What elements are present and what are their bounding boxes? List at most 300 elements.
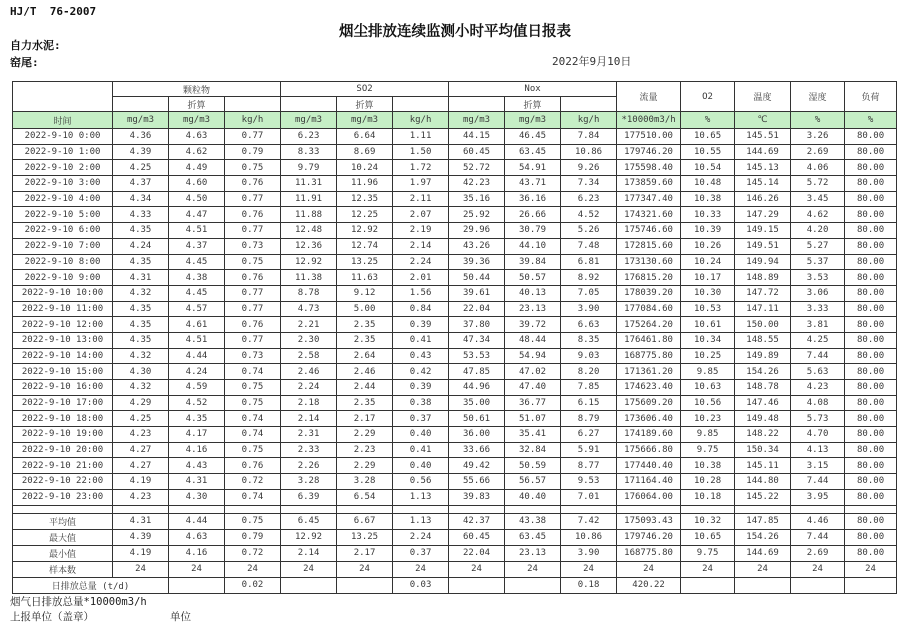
value-cell — [791, 577, 845, 593]
value-cell: 4.45 — [169, 254, 225, 270]
value-cell: 6.27 — [561, 427, 617, 443]
time-cell: 2022-9-10 2:00 — [13, 160, 113, 176]
unit-cell: mg/m3 — [449, 112, 505, 129]
value-cell: 173130.60 — [617, 254, 681, 270]
time-cell: 2022-9-10 4:00 — [13, 191, 113, 207]
value-cell: 10.26 — [681, 238, 735, 254]
value-cell: 10.53 — [681, 301, 735, 317]
value-cell: 144.69 — [735, 545, 791, 561]
value-cell: 4.50 — [169, 191, 225, 207]
time-cell: 2022-9-10 21:00 — [13, 458, 113, 474]
time-cell: 2022-9-10 13:00 — [13, 332, 113, 348]
empty-cell — [113, 505, 169, 513]
value-cell: 148.89 — [735, 270, 791, 286]
value-cell: 173859.60 — [617, 176, 681, 192]
value-cell: 5.73 — [791, 411, 845, 427]
data-row — [13, 364, 897, 380]
value-cell: 5.27 — [791, 238, 845, 254]
value-cell: 3.90 — [561, 301, 617, 317]
value-cell: 150.34 — [735, 442, 791, 458]
value-cell: 4.35 — [113, 254, 169, 270]
value-cell: 171361.20 — [617, 364, 681, 380]
value-cell: 6.81 — [561, 254, 617, 270]
value-cell: 150.00 — [735, 317, 791, 333]
value-cell: 4.61 — [169, 317, 225, 333]
value-cell: 7.44 — [791, 529, 845, 545]
value-cell: 4.35 — [169, 411, 225, 427]
value-cell: 11.88 — [281, 207, 337, 223]
empty-cell — [845, 505, 897, 513]
data-row — [13, 411, 897, 427]
sub-header-blank — [393, 97, 449, 112]
value-cell: 0.74 — [225, 489, 281, 505]
value-cell: 4.62 — [791, 207, 845, 223]
value-cell: 3.28 — [337, 474, 393, 490]
value-cell: 80.00 — [845, 129, 897, 145]
value-cell: 176461.80 — [617, 332, 681, 348]
value-cell: 0.77 — [225, 129, 281, 145]
value-cell: 39.72 — [505, 317, 561, 333]
time-cell: 2022-9-10 20:00 — [13, 442, 113, 458]
value-cell: 148.55 — [735, 332, 791, 348]
value-cell: 24 — [617, 561, 681, 577]
value-cell: 80.00 — [845, 380, 897, 396]
value-cell: 1.13 — [393, 513, 449, 529]
value-cell: 0.41 — [393, 332, 449, 348]
data-row — [13, 191, 897, 207]
value-cell: 3.45 — [791, 191, 845, 207]
data-row — [13, 301, 897, 317]
standard-code: HJ/T 76-2007 — [10, 5, 97, 18]
unit-cell: kg/h — [225, 112, 281, 129]
value-cell: 47.34 — [449, 332, 505, 348]
value-cell: 2.44 — [337, 380, 393, 396]
summary-label: 最小值 — [13, 545, 113, 561]
value-cell: 80.00 — [845, 395, 897, 411]
value-cell: 4.38 — [169, 270, 225, 286]
value-cell: 4.46 — [791, 513, 845, 529]
value-cell: 4.16 — [169, 545, 225, 561]
sub-header-converted-pm: 折算 — [169, 97, 225, 112]
time-cell: 2022-9-10 15:00 — [13, 364, 113, 380]
value-cell: 2.46 — [281, 364, 337, 380]
col-header-o2: O2 — [681, 82, 735, 112]
value-cell: 2.24 — [281, 380, 337, 396]
empty-cell — [449, 505, 505, 513]
value-cell: 2.26 — [281, 458, 337, 474]
value-cell: 0.77 — [225, 285, 281, 301]
value-cell: 51.07 — [505, 411, 561, 427]
value-cell: 1.56 — [393, 285, 449, 301]
value-cell — [681, 577, 735, 593]
value-cell: 0.43 — [393, 348, 449, 364]
value-cell: 174623.40 — [617, 380, 681, 396]
value-cell: 80.00 — [845, 458, 897, 474]
value-cell: 43.26 — [449, 238, 505, 254]
data-row — [13, 317, 897, 333]
value-cell: 0.73 — [225, 238, 281, 254]
value-cell: 5.72 — [791, 176, 845, 192]
value-cell: 50.59 — [505, 458, 561, 474]
value-cell: 12.35 — [337, 191, 393, 207]
value-cell: 37.80 — [449, 317, 505, 333]
value-cell: 4.13 — [791, 442, 845, 458]
unit-cell: kg/h — [561, 112, 617, 129]
value-cell: 4.51 — [169, 223, 225, 239]
value-cell: 2.69 — [791, 144, 845, 160]
value-cell: 80.00 — [845, 191, 897, 207]
value-cell: 4.35 — [113, 223, 169, 239]
time-cell: 2022-9-10 18:00 — [13, 411, 113, 427]
data-row — [13, 238, 897, 254]
value-cell — [735, 577, 791, 593]
time-cell: 2022-9-10 14:00 — [13, 348, 113, 364]
value-cell: 80.00 — [845, 489, 897, 505]
value-cell: 5.91 — [561, 442, 617, 458]
data-row — [13, 176, 897, 192]
value-cell: 5.63 — [791, 364, 845, 380]
value-cell: 0.75 — [225, 442, 281, 458]
value-cell: 9.75 — [681, 545, 735, 561]
value-cell: 24 — [791, 561, 845, 577]
value-cell: 4.31 — [113, 270, 169, 286]
value-cell: 6.67 — [337, 513, 393, 529]
value-cell: 154.26 — [735, 364, 791, 380]
value-cell: 0.77 — [225, 332, 281, 348]
value-cell: 10.24 — [337, 160, 393, 176]
value-cell: 171164.40 — [617, 474, 681, 490]
value-cell: 2.35 — [337, 332, 393, 348]
value-cell: 1.72 — [393, 160, 449, 176]
value-cell: 4.37 — [169, 238, 225, 254]
time-cell: 2022-9-10 3:00 — [13, 176, 113, 192]
value-cell: 10.65 — [681, 129, 735, 145]
value-cell: 24 — [681, 561, 735, 577]
value-cell: 0.75 — [225, 160, 281, 176]
group-header-nox: Nox — [449, 82, 617, 97]
summary-label: 最大值 — [13, 529, 113, 545]
time-cell: 2022-9-10 22:00 — [13, 474, 113, 490]
value-cell: 4.51 — [169, 332, 225, 348]
value-cell: 40.40 — [505, 489, 561, 505]
value-cell: 80.00 — [845, 332, 897, 348]
header-unit-row — [13, 112, 897, 129]
value-cell: 4.57 — [169, 301, 225, 317]
value-cell: 8.79 — [561, 411, 617, 427]
value-cell: 144.69 — [735, 144, 791, 160]
data-row — [13, 474, 897, 490]
value-cell: 4.47 — [169, 207, 225, 223]
value-cell: 80.00 — [845, 254, 897, 270]
value-cell: 44.10 — [505, 238, 561, 254]
time-cell: 2022-9-10 7:00 — [13, 238, 113, 254]
value-cell: 0.37 — [393, 411, 449, 427]
value-cell: 52.72 — [449, 160, 505, 176]
value-cell: 0.40 — [393, 458, 449, 474]
value-cell: 3.81 — [791, 317, 845, 333]
value-cell: 39.36 — [449, 254, 505, 270]
value-cell: 24 — [225, 561, 281, 577]
value-cell: 80.00 — [845, 317, 897, 333]
value-cell: 4.24 — [113, 238, 169, 254]
value-cell: 0.76 — [225, 176, 281, 192]
value-cell: 24 — [735, 561, 791, 577]
time-cell: 2022-9-10 17:00 — [13, 395, 113, 411]
value-cell: 12.92 — [281, 529, 337, 545]
col-header-temperature: 温度 — [735, 82, 791, 112]
value-cell: 9.26 — [561, 160, 617, 176]
value-cell: 39.61 — [449, 285, 505, 301]
value-cell: 177440.40 — [617, 458, 681, 474]
sub-header-converted-nox: 折算 — [505, 97, 561, 112]
value-cell: 24 — [337, 561, 393, 577]
unit-cell: mg/m3 — [169, 112, 225, 129]
empty-cell — [561, 505, 617, 513]
report-table — [12, 81, 897, 594]
value-cell: 175598.40 — [617, 160, 681, 176]
value-cell: 80.00 — [845, 513, 897, 529]
value-cell: 9.79 — [281, 160, 337, 176]
value-cell: 0.75 — [225, 513, 281, 529]
value-cell: 4.31 — [113, 513, 169, 529]
value-cell: 149.48 — [735, 411, 791, 427]
time-column-header: 时间 — [13, 112, 113, 129]
value-cell: 4.19 — [113, 474, 169, 490]
value-cell: 7.05 — [561, 285, 617, 301]
empty-cell — [617, 505, 681, 513]
sub-header-blank — [281, 97, 337, 112]
value-cell: 149.89 — [735, 348, 791, 364]
value-cell: 4.44 — [169, 348, 225, 364]
value-cell: 4.08 — [791, 395, 845, 411]
value-cell: 0.03 — [393, 577, 449, 593]
value-cell: 6.64 — [337, 129, 393, 145]
value-cell: 3.95 — [791, 489, 845, 505]
summary-label: 平均值 — [13, 513, 113, 529]
value-cell: 144.80 — [735, 474, 791, 490]
value-cell: 42.37 — [449, 513, 505, 529]
value-cell: 80.00 — [845, 144, 897, 160]
value-cell: 2.23 — [337, 442, 393, 458]
empty-cell — [281, 505, 337, 513]
value-cell: 7.84 — [561, 129, 617, 145]
value-cell: 80.00 — [845, 442, 897, 458]
value-cell: 47.85 — [449, 364, 505, 380]
value-cell: 0.38 — [393, 395, 449, 411]
value-cell: 3.90 — [561, 545, 617, 561]
value-cell: 2.35 — [337, 317, 393, 333]
value-cell: 44.15 — [449, 129, 505, 145]
value-cell: 2.18 — [281, 395, 337, 411]
value-cell: 177084.60 — [617, 301, 681, 317]
value-cell: 12.92 — [337, 223, 393, 239]
empty-cell — [681, 505, 735, 513]
time-cell: 2022-9-10 10:00 — [13, 285, 113, 301]
value-cell: 4.23 — [113, 489, 169, 505]
value-cell: 1.50 — [393, 144, 449, 160]
value-cell: 4.20 — [791, 223, 845, 239]
sub-header-blank — [113, 97, 169, 112]
value-cell: 5.00 — [337, 301, 393, 317]
value-cell: 2.69 — [791, 545, 845, 561]
value-cell: 175264.20 — [617, 317, 681, 333]
value-cell: 4.16 — [169, 442, 225, 458]
value-cell: 35.41 — [505, 427, 561, 443]
value-cell — [281, 577, 337, 593]
value-cell: 6.54 — [337, 489, 393, 505]
value-cell: 4.32 — [113, 380, 169, 396]
value-cell: 24 — [449, 561, 505, 577]
value-cell: 10.86 — [561, 529, 617, 545]
value-cell: 4.24 — [169, 364, 225, 380]
sub-header-blank — [561, 97, 617, 112]
value-cell: 54.91 — [505, 160, 561, 176]
empty-cell — [337, 505, 393, 513]
value-cell: 0.76 — [225, 458, 281, 474]
value-cell: 2.29 — [337, 458, 393, 474]
value-cell: 0.41 — [393, 442, 449, 458]
value-cell: 2.17 — [337, 411, 393, 427]
value-cell: 168775.80 — [617, 348, 681, 364]
reporting-unit-label: 上报单位（盖章） — [10, 611, 94, 623]
value-cell — [845, 577, 897, 593]
value-cell: 10.39 — [681, 223, 735, 239]
value-cell: 4.32 — [113, 285, 169, 301]
value-cell: 7.48 — [561, 238, 617, 254]
empty-cell — [225, 505, 281, 513]
flue-gas-total-note: 烟气日排放总量*10000m3/h — [10, 596, 147, 608]
data-row — [13, 332, 897, 348]
time-cell: 2022-9-10 9:00 — [13, 270, 113, 286]
value-cell: 39.84 — [505, 254, 561, 270]
value-cell: 6.23 — [281, 129, 337, 145]
value-cell: 4.34 — [113, 191, 169, 207]
value-cell: 177347.40 — [617, 191, 681, 207]
value-cell: 43.71 — [505, 176, 561, 192]
value-cell: 145.22 — [735, 489, 791, 505]
value-cell: 1.13 — [393, 489, 449, 505]
value-cell: 145.51 — [735, 129, 791, 145]
value-cell: 4.60 — [169, 176, 225, 192]
value-cell: 147.72 — [735, 285, 791, 301]
value-cell: 4.63 — [169, 529, 225, 545]
value-cell: 24 — [169, 561, 225, 577]
value-cell: 148.78 — [735, 380, 791, 396]
value-cell: 8.77 — [561, 458, 617, 474]
value-cell: 10.56 — [681, 395, 735, 411]
value-cell: 2.64 — [337, 348, 393, 364]
summary-row — [13, 561, 897, 577]
value-cell: 9.53 — [561, 474, 617, 490]
value-cell: 175666.80 — [617, 442, 681, 458]
value-cell: 4.29 — [113, 395, 169, 411]
empty-cell — [735, 505, 791, 513]
value-cell: 10.18 — [681, 489, 735, 505]
value-cell: 147.29 — [735, 207, 791, 223]
value-cell: 80.00 — [845, 348, 897, 364]
value-cell: 10.54 — [681, 160, 735, 176]
value-cell: 2.19 — [393, 223, 449, 239]
value-cell: 0.72 — [225, 545, 281, 561]
value-cell: 10.34 — [681, 332, 735, 348]
value-cell: 179746.20 — [617, 529, 681, 545]
value-cell: 6.39 — [281, 489, 337, 505]
value-cell: 4.35 — [113, 301, 169, 317]
value-cell: 0.18 — [561, 577, 617, 593]
value-cell: 172815.60 — [617, 238, 681, 254]
value-cell: 4.06 — [791, 160, 845, 176]
value-cell: 11.91 — [281, 191, 337, 207]
value-cell: 24 — [281, 561, 337, 577]
value-cell: 4.25 — [113, 160, 169, 176]
data-row — [13, 129, 897, 145]
value-cell: 0.74 — [225, 427, 281, 443]
value-cell: 149.15 — [735, 223, 791, 239]
value-cell: 54.94 — [505, 348, 561, 364]
value-cell: 80.00 — [845, 176, 897, 192]
unit-cell: % — [845, 112, 897, 129]
value-cell: 80.00 — [845, 427, 897, 443]
unit-cell: kg/h — [393, 112, 449, 129]
summary-label: 样本数 — [13, 561, 113, 577]
value-cell: 80.00 — [845, 364, 897, 380]
value-cell: 30.79 — [505, 223, 561, 239]
value-cell: 7.44 — [791, 348, 845, 364]
value-cell: 3.15 — [791, 458, 845, 474]
time-cell: 2022-9-10 1:00 — [13, 144, 113, 160]
value-cell: 9.75 — [681, 442, 735, 458]
unit-cell: mg/m3 — [113, 112, 169, 129]
value-cell: 13.25 — [337, 254, 393, 270]
data-row — [13, 395, 897, 411]
value-cell: 3.33 — [791, 301, 845, 317]
value-cell: 4.23 — [113, 427, 169, 443]
value-cell: 2.24 — [393, 529, 449, 545]
value-cell: 56.57 — [505, 474, 561, 490]
value-cell: 5.26 — [561, 223, 617, 239]
data-row — [13, 442, 897, 458]
value-cell: 0.76 — [225, 317, 281, 333]
value-cell: 0.74 — [225, 364, 281, 380]
value-cell: 10.38 — [681, 458, 735, 474]
value-cell: 11.38 — [281, 270, 337, 286]
value-cell: 53.53 — [449, 348, 505, 364]
value-cell: 35.16 — [449, 191, 505, 207]
value-cell: 0.40 — [393, 427, 449, 443]
value-cell: 2.29 — [337, 427, 393, 443]
value-cell: 44.96 — [449, 380, 505, 396]
value-cell: 145.14 — [735, 176, 791, 192]
value-cell: 2.17 — [337, 545, 393, 561]
data-row — [13, 207, 897, 223]
value-cell: 24 — [845, 561, 897, 577]
value-cell: 12.92 — [281, 254, 337, 270]
value-cell: 179746.20 — [617, 144, 681, 160]
empty-cell — [505, 505, 561, 513]
value-cell: 147.11 — [735, 301, 791, 317]
group-header-pm: 颗粒物 — [113, 82, 281, 97]
value-cell: 2.14 — [281, 411, 337, 427]
time-cell: 2022-9-10 5:00 — [13, 207, 113, 223]
value-cell: 6.63 — [561, 317, 617, 333]
value-cell: 0.84 — [393, 301, 449, 317]
value-cell: 154.26 — [735, 529, 791, 545]
value-cell: 26.66 — [505, 207, 561, 223]
value-cell: 9.85 — [681, 427, 735, 443]
value-cell: 24 — [561, 561, 617, 577]
data-row — [13, 348, 897, 364]
value-cell: 10.17 — [681, 270, 735, 286]
